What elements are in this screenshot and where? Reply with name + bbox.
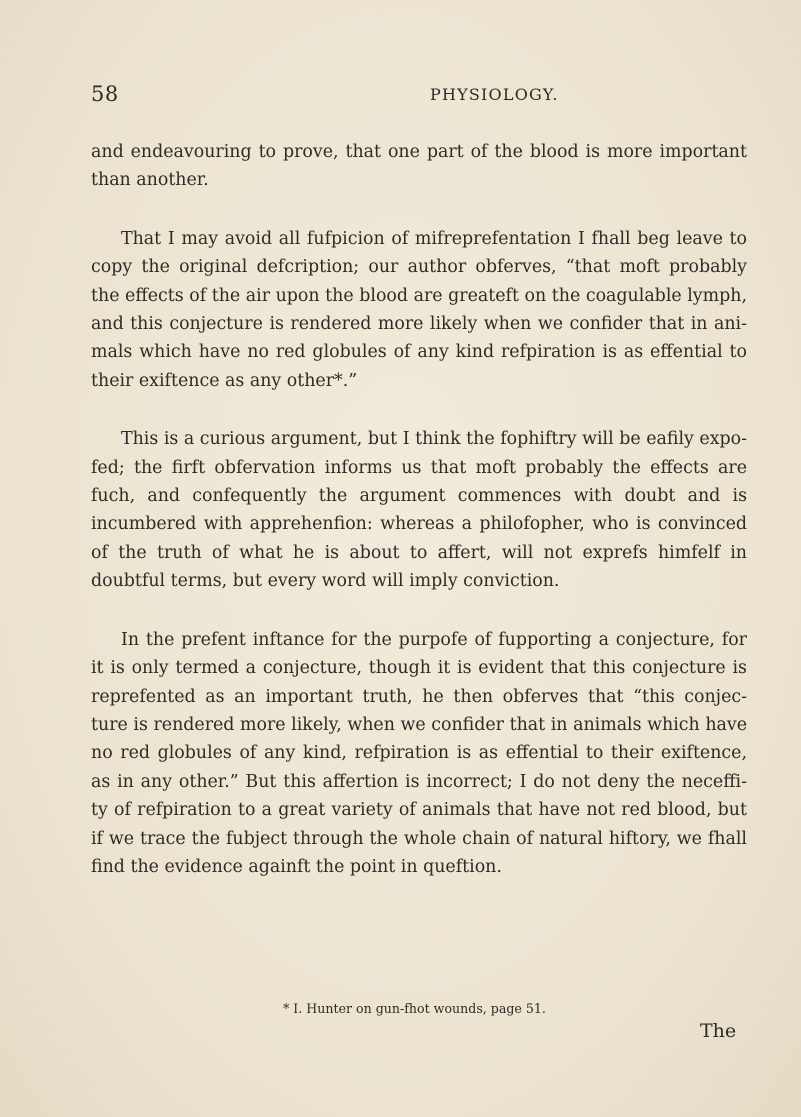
paragraph-4: In the prefent inftance for the purpofe of fupporting a conjecture, for it is only termed a conjecture, though it is evident that this conjecture is reprefented as an important truth, he then obferves that “this conjec- ture is rendered more likely, when we confider that in animals which have no red globules of any kind, refpiration is as effential to their exiftence, as in any other.” But this affertion is incorrect; I do not deny the neceffi- ty of refpiration to a great variety of animals that have not red blood, but if we trace the fubject through the whole chain of natural hiftory, we fhall find the evidence againft the point in queftion. — [91, 629, 747, 877]
paragraph-3: This is a curious argument, but I think the fophiftry will be eafily expo- fed; the firft obfervation informs us that moft probably the effects are fuch, and confequently the argument commences with doubt and is incumbered with apprehenfion: whereas a philofopher, who is convinced of the truth of what he is about to affert, will not exprefs himfelf in doubtful terms, but every word will imply conviction. — [91, 429, 747, 592]
running-head: PHYSIOLOGY. — [430, 85, 559, 104]
page-number: 58 — [91, 82, 119, 106]
paragraph-1: and endeavouring to prove, that one part of the blood is more important than another. — [91, 142, 747, 191]
catchword: The — [700, 1020, 737, 1042]
page-header — [91, 82, 731, 112]
body-text — [91, 138, 747, 881]
paragraph-2: That I may avoid all fufpicion of mifreprefentation I fhall beg leave to copy the original defcription; our author obferves, “that moft probably the effects of the air upon the blood are greateft on the coagulable lymph, and this conjecture is rendered more likely when we confider that in ani- mals which have no red globules of any kind refpiration is as effential to their exiftence as any other*.” — [91, 228, 747, 391]
footnote: * I. Hunter on gun-fhot wounds, page 51. — [283, 1001, 546, 1016]
